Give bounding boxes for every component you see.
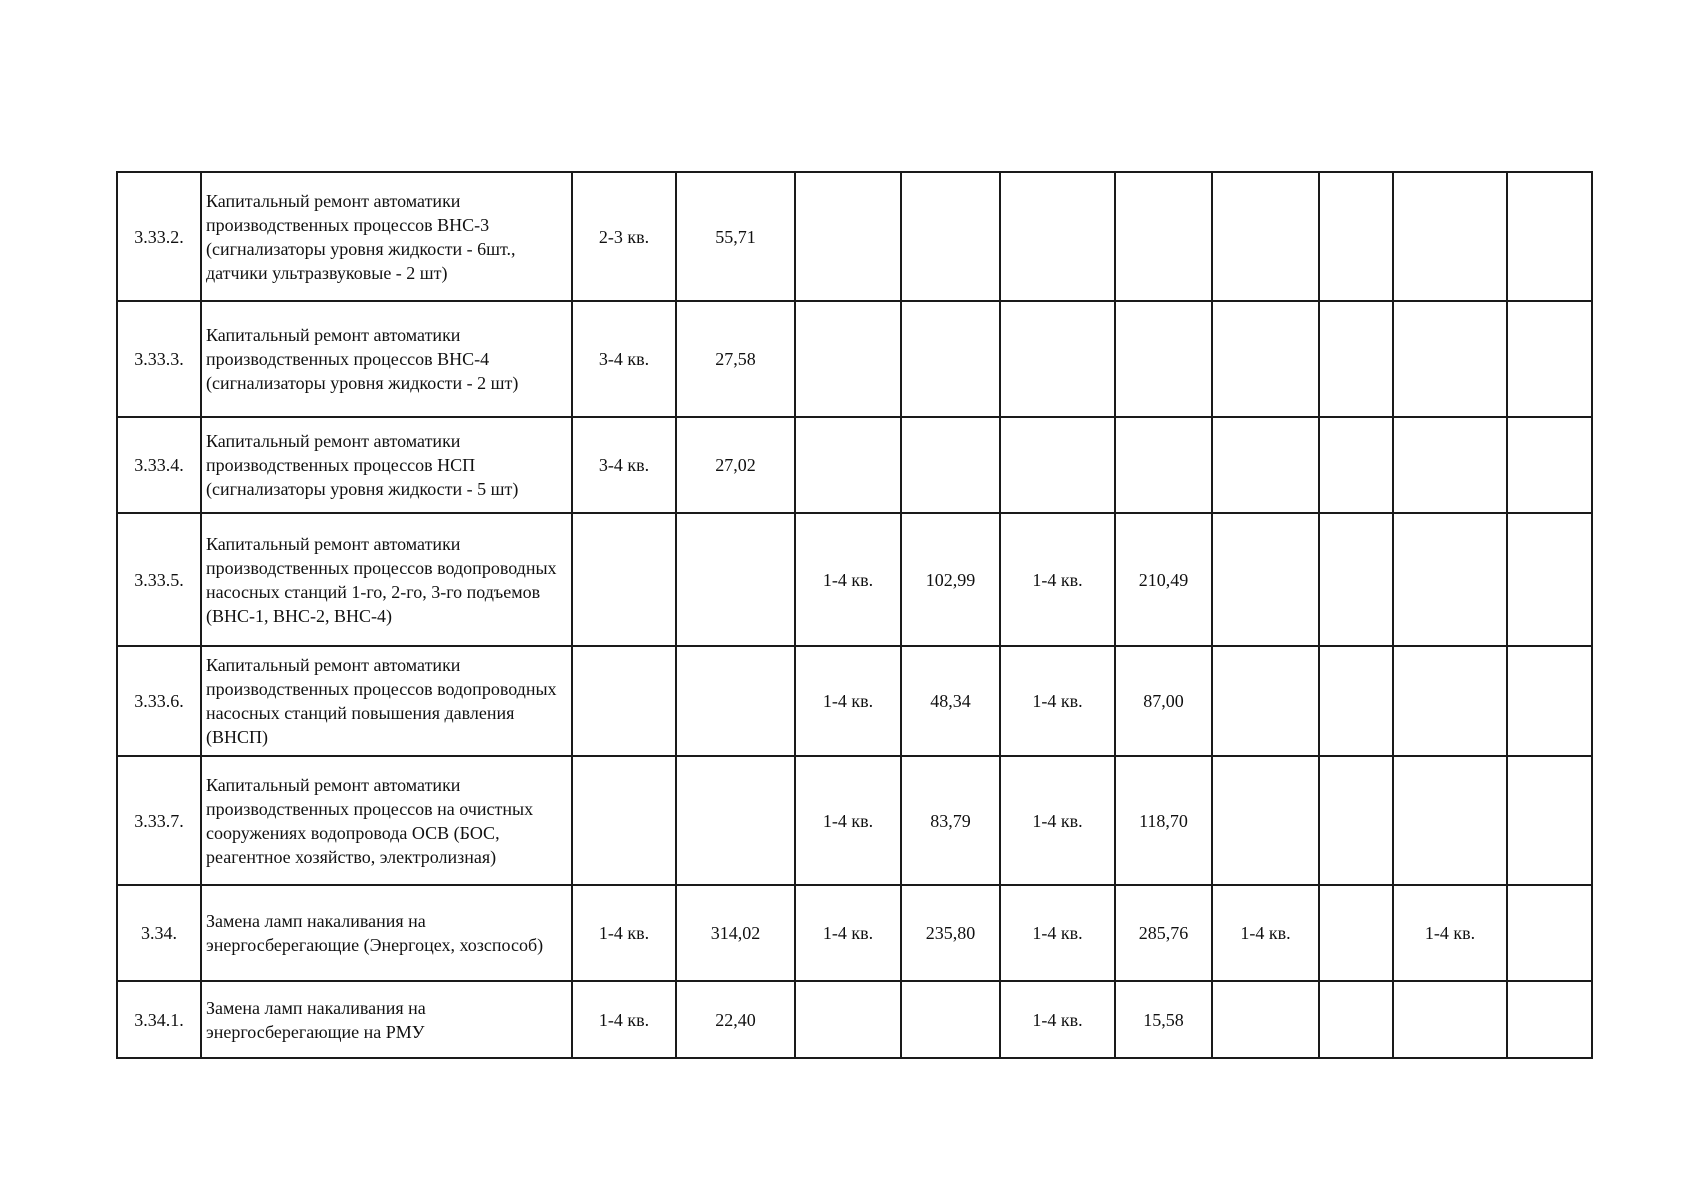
table-row: [117, 981, 1592, 1058]
amount-cell: [1507, 646, 1592, 756]
amount-cell: 285,76: [1115, 885, 1212, 981]
period-cell: [1212, 513, 1319, 646]
amount-cell: [901, 301, 1000, 417]
amount-cell: [1319, 417, 1393, 513]
table-row: [117, 646, 1592, 756]
work-description: Капитальный ремонт автоматики производственных процессов водопроводных насосных станций 1-го, 2-го, 3-го подъемов (ВНС-1, ВНС-2, ВНС-4): [201, 513, 572, 646]
row-number: 3.33.4.: [117, 417, 201, 513]
amount-cell: [676, 756, 795, 885]
period-cell: 1-4 кв.: [1000, 756, 1115, 885]
period-cell: [1393, 172, 1507, 301]
work-description: Замена ламп накаливания на энергосберегающие (Энергоцех, хозспособ): [201, 885, 572, 981]
amount-cell: 87,00: [1115, 646, 1212, 756]
period-cell: 3-4 кв.: [572, 301, 676, 417]
table-row: [117, 417, 1592, 513]
amount-cell: 235,80: [901, 885, 1000, 981]
row-number: 3.33.6.: [117, 646, 201, 756]
amount-cell: [1319, 885, 1393, 981]
period-cell: [1212, 172, 1319, 301]
amount-cell: 118,70: [1115, 756, 1212, 885]
period-cell: [795, 172, 901, 301]
period-cell: [572, 513, 676, 646]
amount-cell: [1507, 981, 1592, 1058]
period-cell: [1393, 417, 1507, 513]
period-cell: [795, 301, 901, 417]
table-row: [117, 301, 1592, 417]
period-cell: [1212, 417, 1319, 513]
table-row: [117, 885, 1592, 981]
amount-cell: 48,34: [901, 646, 1000, 756]
works-table: [116, 171, 1593, 1059]
amount-cell: 102,99: [901, 513, 1000, 646]
row-number: 3.33.5.: [117, 513, 201, 646]
amount-cell: [676, 513, 795, 646]
period-cell: [1393, 646, 1507, 756]
amount-cell: [1115, 417, 1212, 513]
amount-cell: [901, 417, 1000, 513]
period-cell: [1212, 981, 1319, 1058]
period-cell: [1393, 756, 1507, 885]
period-cell: [795, 981, 901, 1058]
amount-cell: 15,58: [1115, 981, 1212, 1058]
amount-cell: [1319, 172, 1393, 301]
period-cell: 1-4 кв.: [1000, 513, 1115, 646]
amount-cell: [1319, 756, 1393, 885]
period-cell: [1212, 756, 1319, 885]
row-number: 3.34.1.: [117, 981, 201, 1058]
row-number: 3.33.7.: [117, 756, 201, 885]
work-description: Капитальный ремонт автоматики производственных процессов на очистных сооружениях водопровода ОСВ (БОС, реагентное хозяйство, электролизная): [201, 756, 572, 885]
period-cell: [1393, 981, 1507, 1058]
period-cell: [1393, 301, 1507, 417]
amount-cell: 55,71: [676, 172, 795, 301]
amount-cell: [1507, 885, 1592, 981]
table-row: [117, 513, 1592, 646]
work-description: Замена ламп накаливания на энергосберегающие на РМУ: [201, 981, 572, 1058]
period-cell: [572, 756, 676, 885]
amount-cell: [1115, 301, 1212, 417]
period-cell: 1-4 кв.: [1393, 885, 1507, 981]
amount-cell: [1319, 981, 1393, 1058]
period-cell: [1212, 646, 1319, 756]
row-number: 3.33.3.: [117, 301, 201, 417]
amount-cell: [901, 172, 1000, 301]
amount-cell: [1115, 172, 1212, 301]
row-number: 3.33.2.: [117, 172, 201, 301]
table-row: [117, 756, 1592, 885]
period-cell: 1-4 кв.: [1000, 646, 1115, 756]
amount-cell: 83,79: [901, 756, 1000, 885]
period-cell: 2-3 кв.: [572, 172, 676, 301]
row-number: 3.34.: [117, 885, 201, 981]
period-cell: 1-4 кв.: [1000, 981, 1115, 1058]
period-cell: 1-4 кв.: [795, 756, 901, 885]
period-cell: 1-4 кв.: [572, 885, 676, 981]
amount-cell: 22,40: [676, 981, 795, 1058]
period-cell: [795, 417, 901, 513]
period-cell: 1-4 кв.: [572, 981, 676, 1058]
period-cell: [1000, 172, 1115, 301]
period-cell: 1-4 кв.: [795, 646, 901, 756]
period-cell: 1-4 кв.: [1212, 885, 1319, 981]
period-cell: [1393, 513, 1507, 646]
amount-cell: [1507, 756, 1592, 885]
amount-cell: 314,02: [676, 885, 795, 981]
amount-cell: [1507, 417, 1592, 513]
amount-cell: [1319, 301, 1393, 417]
period-cell: 3-4 кв.: [572, 417, 676, 513]
amount-cell: [1319, 646, 1393, 756]
amount-cell: [1507, 301, 1592, 417]
amount-cell: [901, 981, 1000, 1058]
table-row: [117, 172, 1592, 301]
period-cell: 1-4 кв.: [1000, 885, 1115, 981]
period-cell: 1-4 кв.: [795, 885, 901, 981]
amount-cell: [1507, 513, 1592, 646]
work-description: Капитальный ремонт автоматики производственных процессов НСП (сигнализаторы уровня жидкости - 5 шт): [201, 417, 572, 513]
amount-cell: [1319, 513, 1393, 646]
period-cell: [1000, 301, 1115, 417]
period-cell: 1-4 кв.: [795, 513, 901, 646]
amount-cell: [676, 646, 795, 756]
amount-cell: 210,49: [1115, 513, 1212, 646]
period-cell: [1212, 301, 1319, 417]
work-description: Капитальный ремонт автоматики производственных процессов ВНС-3 (сигнализаторы уровня жидкости - 6шт., датчики ультразвуковые - 2 шт): [201, 172, 572, 301]
work-description: Капитальный ремонт автоматики производственных процессов ВНС-4 (сигнализаторы уровня жидкости - 2 шт): [201, 301, 572, 417]
period-cell: [572, 646, 676, 756]
period-cell: [1000, 417, 1115, 513]
amount-cell: 27,02: [676, 417, 795, 513]
work-description: Капитальный ремонт автоматики производственных процессов водопроводных насосных станций повышения давления (ВНСП): [201, 646, 572, 756]
amount-cell: 27,58: [676, 301, 795, 417]
amount-cell: [1507, 172, 1592, 301]
